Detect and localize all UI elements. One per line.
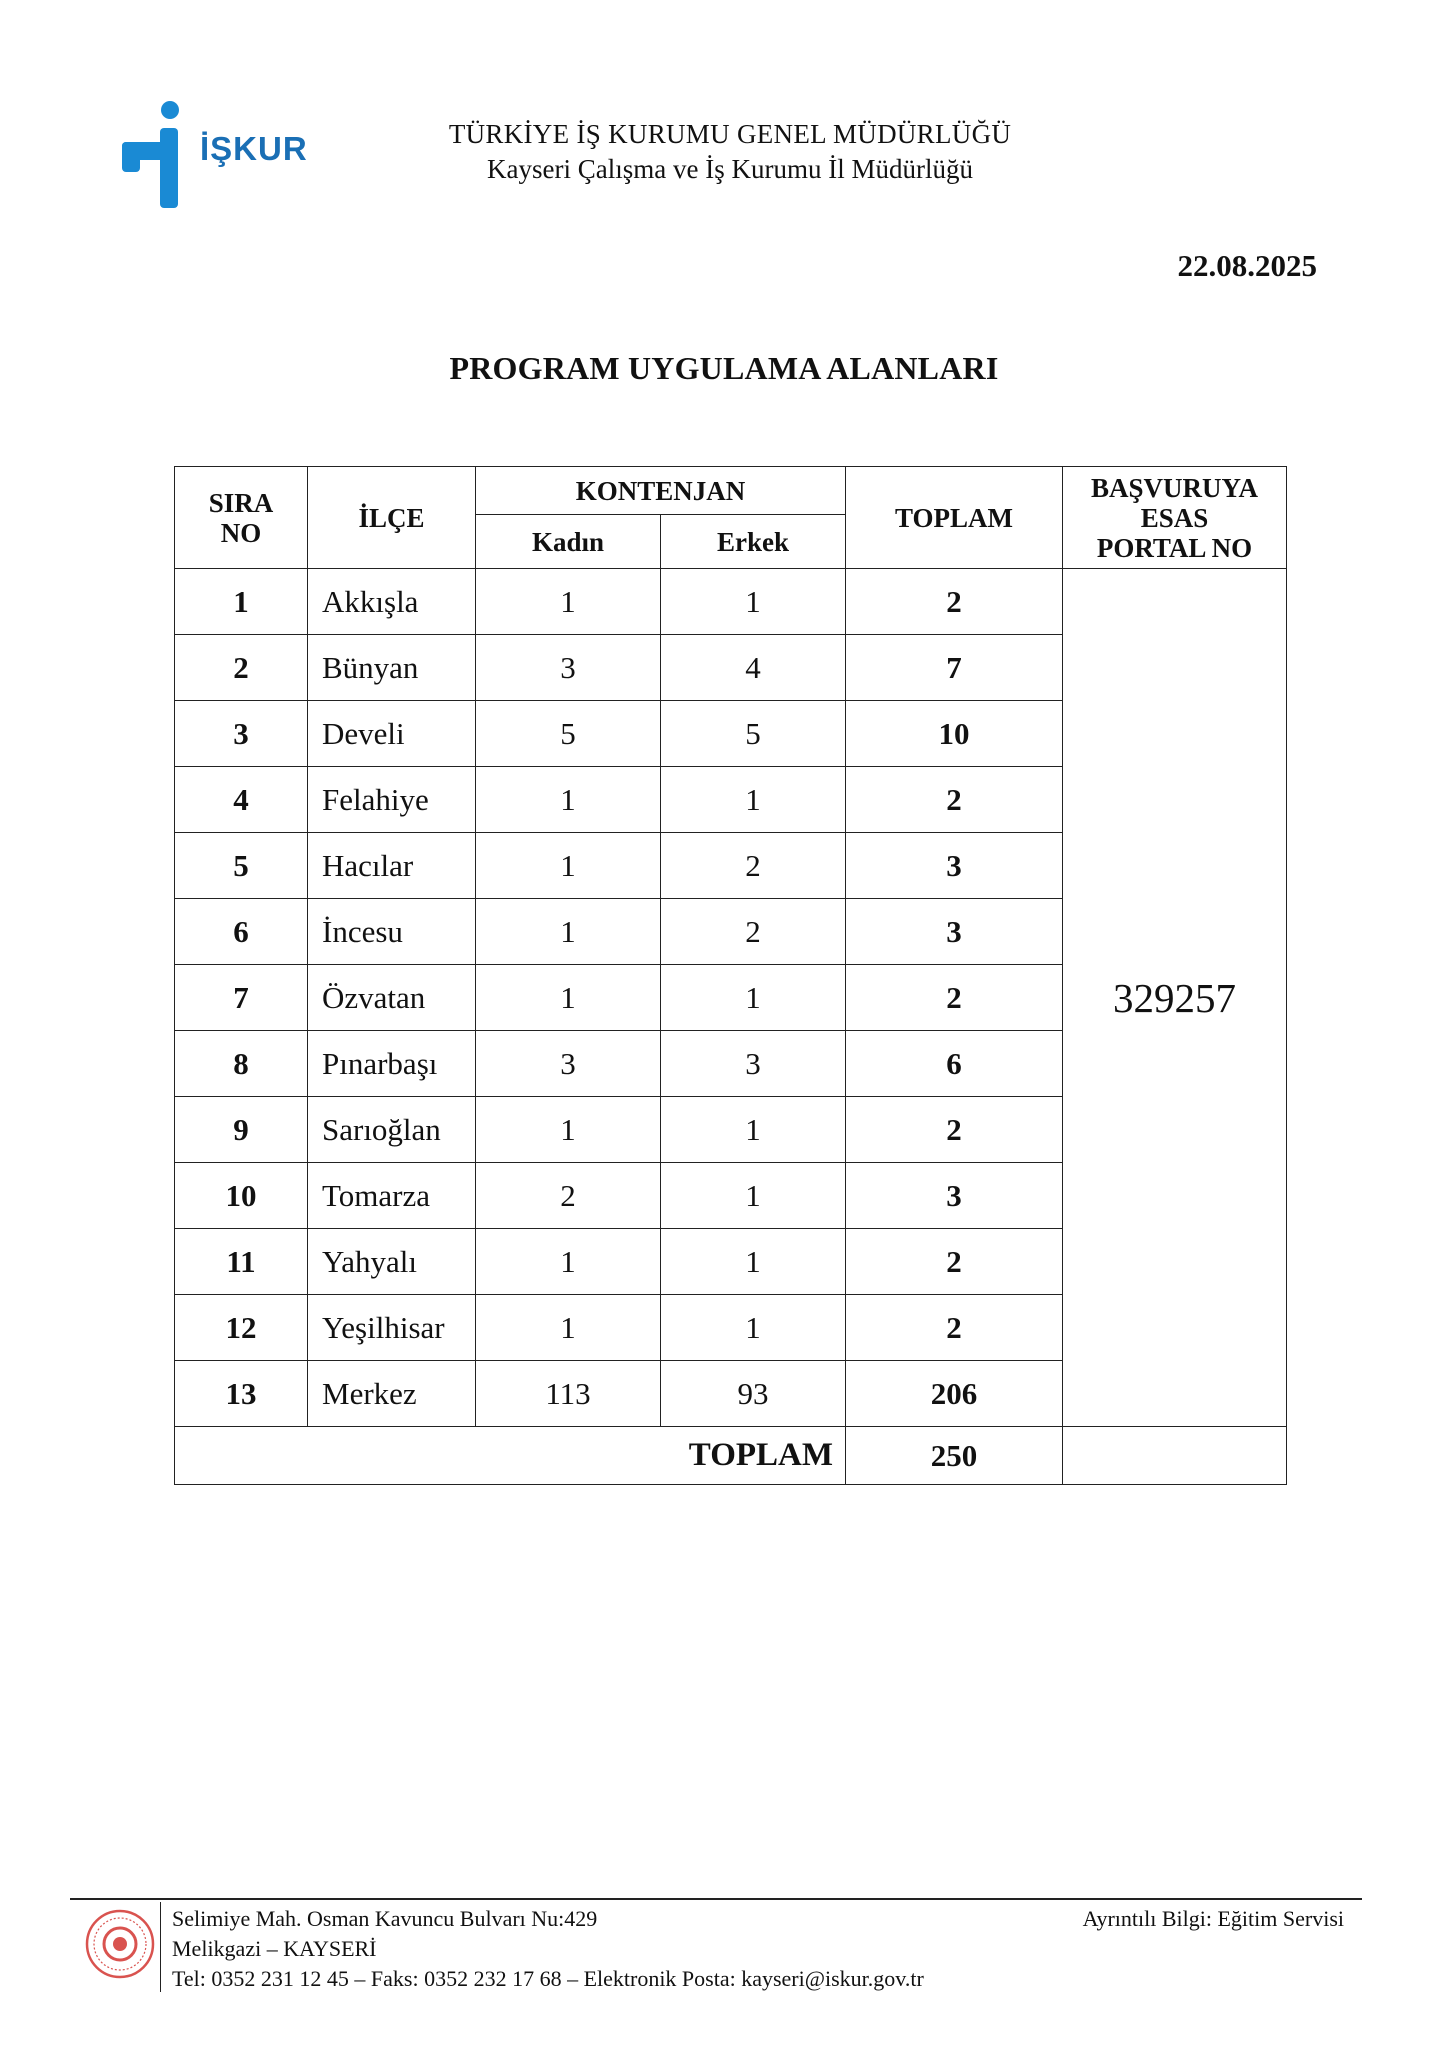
row-erkek-cell: 1: [661, 965, 846, 1031]
footer-info: Ayrıntılı Bilgi: Eğitim Servisi: [1082, 1906, 1344, 1931]
total-label: TOPLAM: [175, 1427, 846, 1485]
row-kadin-cell: 1: [476, 1229, 661, 1295]
table-row: [175, 569, 1287, 635]
organization-name: TÜRKİYE İŞ KURUMU GENEL MÜDÜRLÜĞÜ: [448, 119, 1012, 149]
row-toplam-cell: 3: [846, 833, 1063, 899]
document-title: PROGRAM UYGULAMA ALANLARI: [449, 350, 999, 386]
document-header: [380, 116, 1080, 186]
row-toplam-cell: 6: [846, 1031, 1063, 1097]
row-toplam-cell: 2: [846, 1097, 1063, 1163]
header-kontenjan: KONTENJAN: [476, 467, 846, 515]
row-no-cell: 8: [175, 1031, 308, 1097]
row-ilce-cell: Pınarbaşı: [308, 1031, 476, 1097]
row-ilce-cell: Yahyalı: [308, 1229, 476, 1295]
row-no-cell: 3: [175, 701, 308, 767]
footer-address-line: Selimiye Mah. Osman Kavuncu Bulvarı Nu:429: [172, 1906, 598, 1931]
iskur-logo-icon: [118, 100, 198, 212]
row-erkek-cell: 1: [661, 767, 846, 833]
header-erkek: Erkek: [661, 515, 846, 569]
row-no-cell: 2: [175, 635, 308, 701]
row-erkek-cell: 1: [661, 1163, 846, 1229]
row-toplam-cell: 206: [846, 1361, 1063, 1427]
row-toplam-cell: 3: [846, 1163, 1063, 1229]
footer-rule: [70, 1898, 1362, 1900]
footer-address: [172, 1904, 924, 1994]
document-date: 22.08.2025: [1177, 248, 1317, 283]
organization-subunit: Kayseri Çalışma ve İş Kurumu İl Müdürlüğü: [487, 154, 973, 184]
row-no-cell: 4: [175, 767, 308, 833]
row-kadin-cell: 1: [476, 1097, 661, 1163]
row-ilce-cell: Merkez: [308, 1361, 476, 1427]
row-no-cell: 5: [175, 833, 308, 899]
row-kadin-cell: 1: [476, 899, 661, 965]
row-erkek-cell: 1: [661, 1295, 846, 1361]
row-toplam-cell: 2: [846, 767, 1063, 833]
footer-divider: [160, 1902, 161, 1992]
row-no-cell: 1: [175, 569, 308, 635]
row-erkek-cell: 2: [661, 833, 846, 899]
row-no-cell: 11: [175, 1229, 308, 1295]
logo-text: İŞKUR: [200, 130, 308, 167]
row-kadin-cell: 3: [476, 1031, 661, 1097]
row-kadin-cell: 113: [476, 1361, 661, 1427]
row-erkek-cell: 3: [661, 1031, 846, 1097]
row-ilce-cell: Develi: [308, 701, 476, 767]
total-row: [175, 1427, 1287, 1485]
row-erkek-cell: 1: [661, 1097, 846, 1163]
row-ilce-cell: Hacılar: [308, 833, 476, 899]
header-ilce: İLÇE: [308, 467, 476, 569]
row-no-cell: 13: [175, 1361, 308, 1427]
row-no-cell: 10: [175, 1163, 308, 1229]
row-kadin-cell: 1: [476, 965, 661, 1031]
row-ilce-cell: Bünyan: [308, 635, 476, 701]
row-toplam-cell: 3: [846, 899, 1063, 965]
row-ilce-cell: Tomarza: [308, 1163, 476, 1229]
row-toplam-cell: 2: [846, 1229, 1063, 1295]
row-erkek-cell: 1: [661, 569, 846, 635]
row-erkek-cell: 93: [661, 1361, 846, 1427]
row-no-cell: 12: [175, 1295, 308, 1361]
row-no-cell: 7: [175, 965, 308, 1031]
row-toplam-cell: 10: [846, 701, 1063, 767]
row-ilce-cell: İncesu: [308, 899, 476, 965]
row-kadin-cell: 3: [476, 635, 661, 701]
row-no-cell: 9: [175, 1097, 308, 1163]
row-toplam-cell: 7: [846, 635, 1063, 701]
row-ilce-cell: Sarıoğlan: [308, 1097, 476, 1163]
row-ilce-cell: Akkışla: [308, 569, 476, 635]
row-kadin-cell: 1: [476, 767, 661, 833]
total-empty-cell: [1063, 1427, 1287, 1485]
row-kadin-cell: 5: [476, 701, 661, 767]
header-kadin: Kadın: [476, 515, 661, 569]
row-ilce-cell: Felahiye: [308, 767, 476, 833]
header-toplam: TOPLAM: [846, 467, 1063, 569]
iskur-logo: [118, 100, 348, 212]
row-kadin-cell: 1: [476, 1295, 661, 1361]
row-erkek-cell: 2: [661, 899, 846, 965]
header-portal-no: BAŞVURUYA ESAS PORTAL NO: [1063, 467, 1287, 569]
row-ilce-cell: Özvatan: [308, 965, 476, 1031]
program-areas-table: [174, 466, 1287, 1485]
row-kadin-cell: 1: [476, 833, 661, 899]
row-kadin-cell: 1: [476, 569, 661, 635]
portal-no-cell: 329257: [1063, 569, 1287, 1427]
row-ilce-cell: Yeşilhisar: [308, 1295, 476, 1361]
row-erkek-cell: 4: [661, 635, 846, 701]
row-erkek-cell: 1: [661, 1229, 846, 1295]
ministry-seal-icon: [84, 1908, 156, 1980]
row-no-cell: 6: [175, 899, 308, 965]
footer-contact: Tel: 0352 231 12 45 – Faks: 0352 232 17 68 – Elektronik Posta: kayseri@iskur.gov.tr: [172, 1966, 924, 1991]
row-toplam-cell: 2: [846, 569, 1063, 635]
row-erkek-cell: 5: [661, 701, 846, 767]
total-value: 250: [846, 1427, 1063, 1485]
header-sira-no: SIRA NO: [175, 467, 308, 569]
row-toplam-cell: 2: [846, 1295, 1063, 1361]
row-toplam-cell: 2: [846, 965, 1063, 1031]
row-kadin-cell: 2: [476, 1163, 661, 1229]
footer-address-line: Melikgazi – KAYSERİ: [172, 1936, 377, 1961]
